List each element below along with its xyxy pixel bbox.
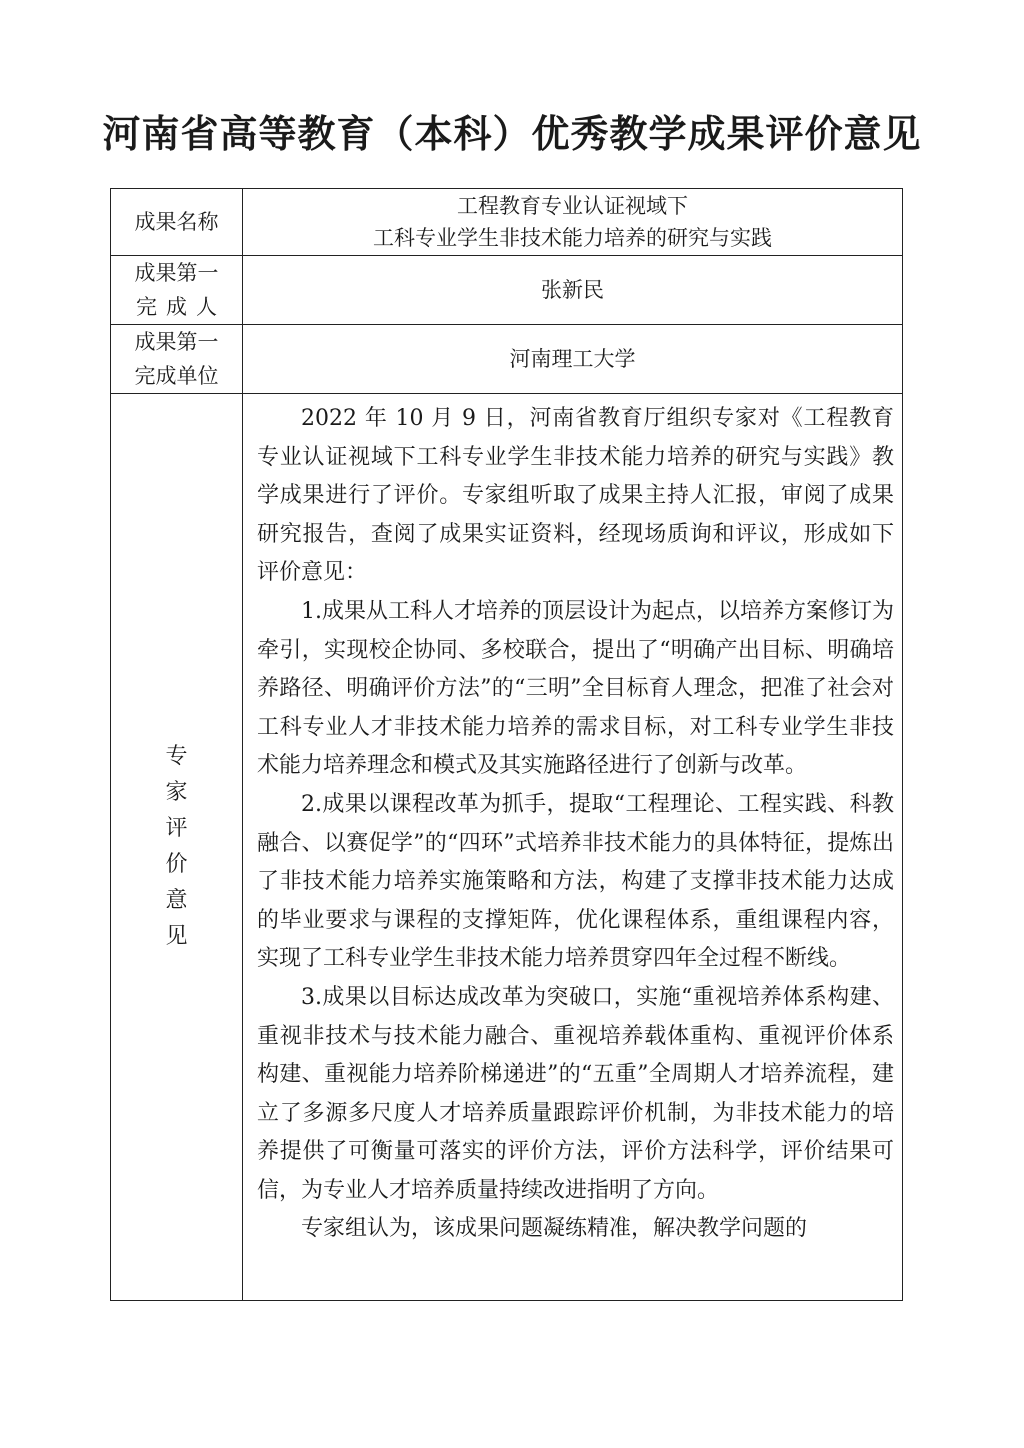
opinion-paragraph: 专家组认为，该成果问题凝练精准，解决教学问题的 [301,1216,808,1242]
achievement-name-line2: 工科专业学生非技术能力培养的研究与实践 [373,226,772,250]
opinion-paragraph: 1.成果从工科人才培养的顶层设计为起点，以培养方案修订为牵引，实现校企协同、多校联合，提出了“明确产出目标、明确培养路径、明确评价方法”的“三明”全目标育人理念，把准了社会对工科专业人才非技术能力培养的需求目标，对工科专业学生非技术能力培养理念和模式及其实施路径进行了创新与改革。 [257,598,894,779]
first-completer-value: 张新民 [243,256,903,325]
achievement-name-label: 成果名称 [111,189,243,256]
first-completer-label-line1: 成果第一 [134,261,219,285]
row-expert-opinion [111,394,903,1301]
evaluation-form-table [110,188,903,1301]
first-unit-value: 河南理工大学 [243,325,903,394]
first-completer-label-line2: 完成人 [136,295,226,319]
opinion-paragraph: 2022 年 10 月 9 日，河南省教育厅组织专家对《工程教育专业认证视域下工科专业学生非技术能力培养的研究与实践》教学成果进行了评价。专家组听取了成果主持人汇报，审阅了成果研究报告，查阅了成果实证资料，经现场质询和评议，形成如下评价意见： [257,406,894,586]
row-first-unit [111,325,903,394]
page-title: 河南省高等教育（本科）优秀教学成果评价意见 [102,112,922,156]
first-unit-label-line1: 成果第一 [134,330,219,354]
first-completer-label [111,256,243,325]
first-unit-label-line2: 完成单位 [134,364,219,388]
row-first-completer [111,256,903,325]
expert-opinion-label: 专家评价意见 [111,394,243,1301]
achievement-name-line1: 工程教育专业认证视域下 [457,194,688,218]
expert-opinion-text [243,394,903,1301]
achievement-name-value [243,189,903,256]
opinion-paragraph: 3.成果以目标达成改革为突破口，实施“重视培养体系构建、重视非技术与技术能力融合、重视培养载体重构、重视评价体系构建、重视能力培养阶梯递进”的“五重”全周期人才培养流程，建立了多源多尺度人才培养质量跟踪评价机制，为非技术能力的培养提供了可衡量可落实的评价方法，评价方法科学，评价结果可信，为专业人才培养质量持续改进指明了方向。 [257,984,894,1203]
opinion-paragraph: 2.成果以课程改革为抓手，提取“工程理论、工程实践、科教融合、以赛促学”的“四环”式培养非技术能力的具体特征，提炼出了非技术能力培养实施策略和方法，构建了支撑非技术能力达成的毕业要求与课程的支撑矩阵，优化课程体系，重组课程内容，实现了工科专业学生非技术能力培养贯穿四年全过程不断线。 [257,791,894,972]
first-unit-label [111,325,243,394]
row-achievement-name [111,189,903,256]
